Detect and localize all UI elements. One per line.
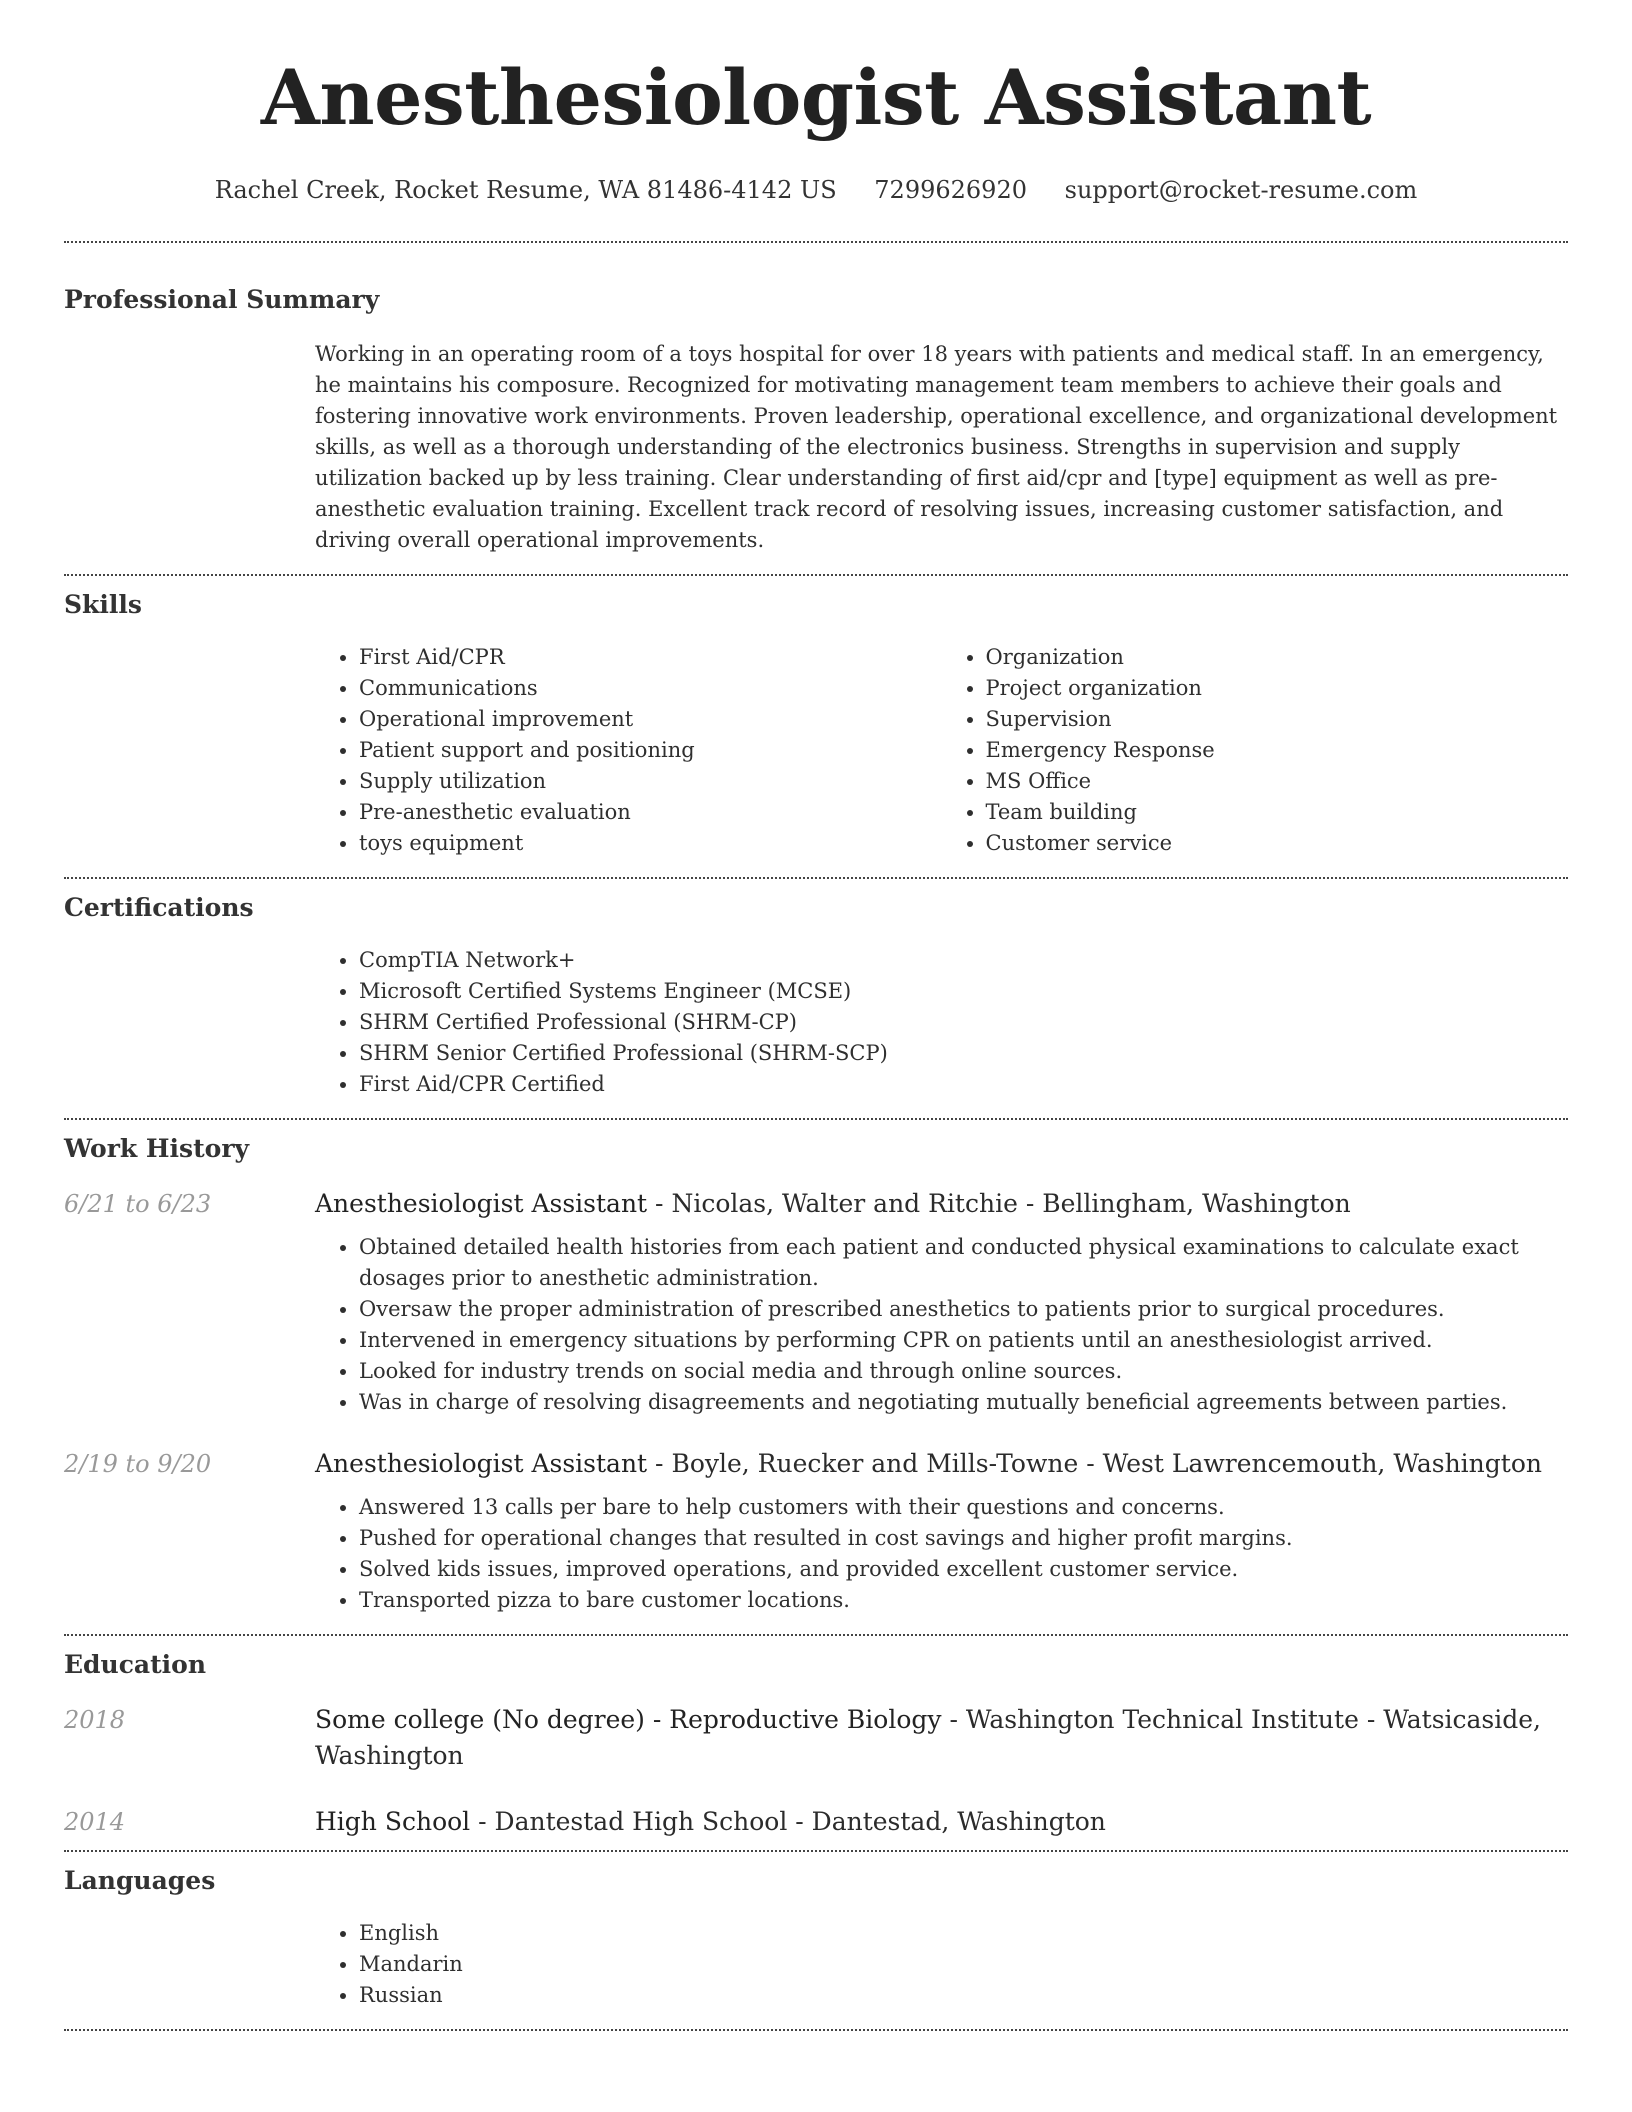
job-role: Anesthesiologist Assistant (315, 1189, 648, 1218)
job-bullet-list (315, 1492, 1568, 1616)
job-bullets (315, 1232, 1568, 1418)
job-employer-location: - Boyle, Ruecker and Mills-Towne - West Lawrencemouth, Washington (647, 1449, 1542, 1478)
job-bullet: • Pushed for operational changes that resulted in cost savings and higher profit margins. (359, 1523, 1568, 1554)
skill-item: • Supply utilization (359, 766, 942, 797)
job-bullet: • Was in charge of resolving disagreements and negotiating mutually beneficial agreements between parties. (359, 1387, 1568, 1418)
job-bullet: • Looked for industry trends on social media and through online sources. (359, 1356, 1568, 1387)
skills-list-left (315, 642, 942, 859)
job-header (64, 1186, 1568, 1222)
skill-item: • Team building (986, 797, 1569, 828)
job-bullet: • Obtained detailed health histories from each patient and conducted physical examinations to calculate exact dosages prior to anesthetic administration. (359, 1232, 1568, 1294)
certification-item: • SHRM Certified Professional (SHRM-CP) (359, 1007, 1568, 1038)
skill-item: • Operational improvement (359, 704, 942, 735)
divider (64, 574, 1568, 576)
section-title-education: Education (64, 1650, 207, 1679)
language-item: • English (359, 1918, 1568, 1949)
job-bullet-list (315, 1232, 1568, 1418)
certifications-list (315, 945, 1568, 1100)
job-entry (64, 1186, 1568, 1418)
job-role: Anesthesiologist Assistant (315, 1449, 648, 1478)
section-title-certifications: Certifications (64, 893, 254, 922)
education-entry (64, 1702, 1568, 1774)
job-header (64, 1446, 1568, 1482)
education-institution: - Dantestad High School - Dantestad, Washington (470, 1807, 1106, 1836)
work-history-list (64, 1186, 1568, 1616)
divider (64, 1118, 1568, 1120)
certification-item: • SHRM Senior Certified Professional (SHRM-SCP) (359, 1038, 1568, 1069)
education-institution: - Washington Technical Institute - Watsicaside, Washington (315, 1705, 1541, 1770)
certifications-body (315, 945, 1568, 1100)
section-title-languages: Languages (64, 1866, 216, 1895)
section-title-work-history: Work History (64, 1134, 250, 1163)
skill-item: • Communications (359, 673, 942, 704)
divider (64, 877, 1568, 879)
divider (64, 1850, 1568, 1852)
job-bullet: • Solved kids issues, improved operations, and provided excellent customer service. (359, 1554, 1568, 1585)
job-bullets (315, 1492, 1568, 1616)
education-line (315, 1804, 1568, 1840)
phone-text: 7299626920 (874, 176, 1027, 204)
skills-columns (315, 642, 1568, 859)
certification-item: • Microsoft Certified Systems Engineer (MCSE) (359, 976, 1568, 1007)
job-employer-location: - Nicolas, Walter and Ritchie - Bellingham, Washington (647, 1189, 1351, 1218)
job-bullet: • Answered 13 calls per bare to help customers with their questions and concerns. (359, 1492, 1568, 1523)
languages-body (315, 1918, 1568, 2011)
skill-item: • MS Office (986, 766, 1569, 797)
education-line (315, 1702, 1568, 1774)
languages-list (315, 1918, 1568, 2011)
skill-item: • Organization (986, 642, 1569, 673)
education-list (64, 1702, 1568, 1840)
skill-item: • Project organization (986, 673, 1569, 704)
divider (64, 2029, 1568, 2031)
education-year: 2014 (64, 1808, 126, 1836)
summary-body (315, 339, 1568, 556)
divider (64, 241, 1568, 243)
education-year: 2018 (64, 1706, 126, 1734)
section-title-summary: Professional Summary (64, 285, 380, 314)
candidate-name: Anesthesiologist Assistant (260, 53, 1372, 142)
language-item: • Mandarin (359, 1949, 1568, 1980)
section-title-skills: Skills (64, 590, 142, 619)
resume-page (64, 0, 1568, 2031)
email-link[interactable]: support@rocket-resume.com (1064, 176, 1418, 204)
skill-item: • Supervision (986, 704, 1569, 735)
job-entry (64, 1446, 1568, 1616)
contact-line (64, 174, 1568, 206)
certification-item: • CompTIA Network+ (359, 945, 1568, 976)
job-title-line (315, 1446, 1568, 1482)
skills-list-right (942, 642, 1569, 859)
job-dates: 6/21 to 6/23 (64, 1190, 212, 1218)
divider (64, 1634, 1568, 1636)
summary-text: Working in an operating room of a toys hospital for over 18 years with patients and medical staff. In an emergency, he maintains his composure. Recognized for motivating management team members to achieve their goals and fostering innovative work environments. Proven leadership, operational excellence, and organizational development skills, as well as a thorough understanding of the electronics business. Strengths in supervision and supply utilization backed up by less training. Clear understanding of first aid/cpr and [type] equipment as well as pre-anesthetic evaluation training. Excellent track record of resolving issues, increasing customer satisfaction, and driving overall operational improvements. (315, 342, 1558, 552)
job-bullet: • Transported pizza to bare customer locations. (359, 1585, 1568, 1616)
education-degree: High School (315, 1807, 471, 1836)
language-item: • Russian (359, 1980, 1568, 2011)
skill-item: • toys equipment (359, 828, 942, 859)
job-bullet: • Oversaw the proper administration of prescribed anesthetics to patients prior to surgical procedures. (359, 1294, 1568, 1325)
education-degree: Some college (No degree) - Reproductive Biology (315, 1705, 942, 1734)
certification-item: • First Aid/CPR Certified (359, 1069, 1568, 1100)
job-dates: 2/19 to 9/20 (64, 1450, 212, 1478)
job-title-line (315, 1186, 1568, 1222)
job-bullet: • Intervened in emergency situations by performing CPR on patients until an anesthesiologist arrived. (359, 1325, 1568, 1356)
skill-item: • Pre-anesthetic evaluation (359, 797, 942, 828)
skill-item: • Emergency Response (986, 735, 1569, 766)
skill-item: • Customer service (986, 828, 1569, 859)
skill-item: • Patient support and positioning (359, 735, 942, 766)
education-entry (64, 1804, 1568, 1840)
skill-item: • First Aid/CPR (359, 642, 942, 673)
address-text: Rachel Creek, Rocket Resume, WA 81486-4142 US (214, 176, 837, 204)
